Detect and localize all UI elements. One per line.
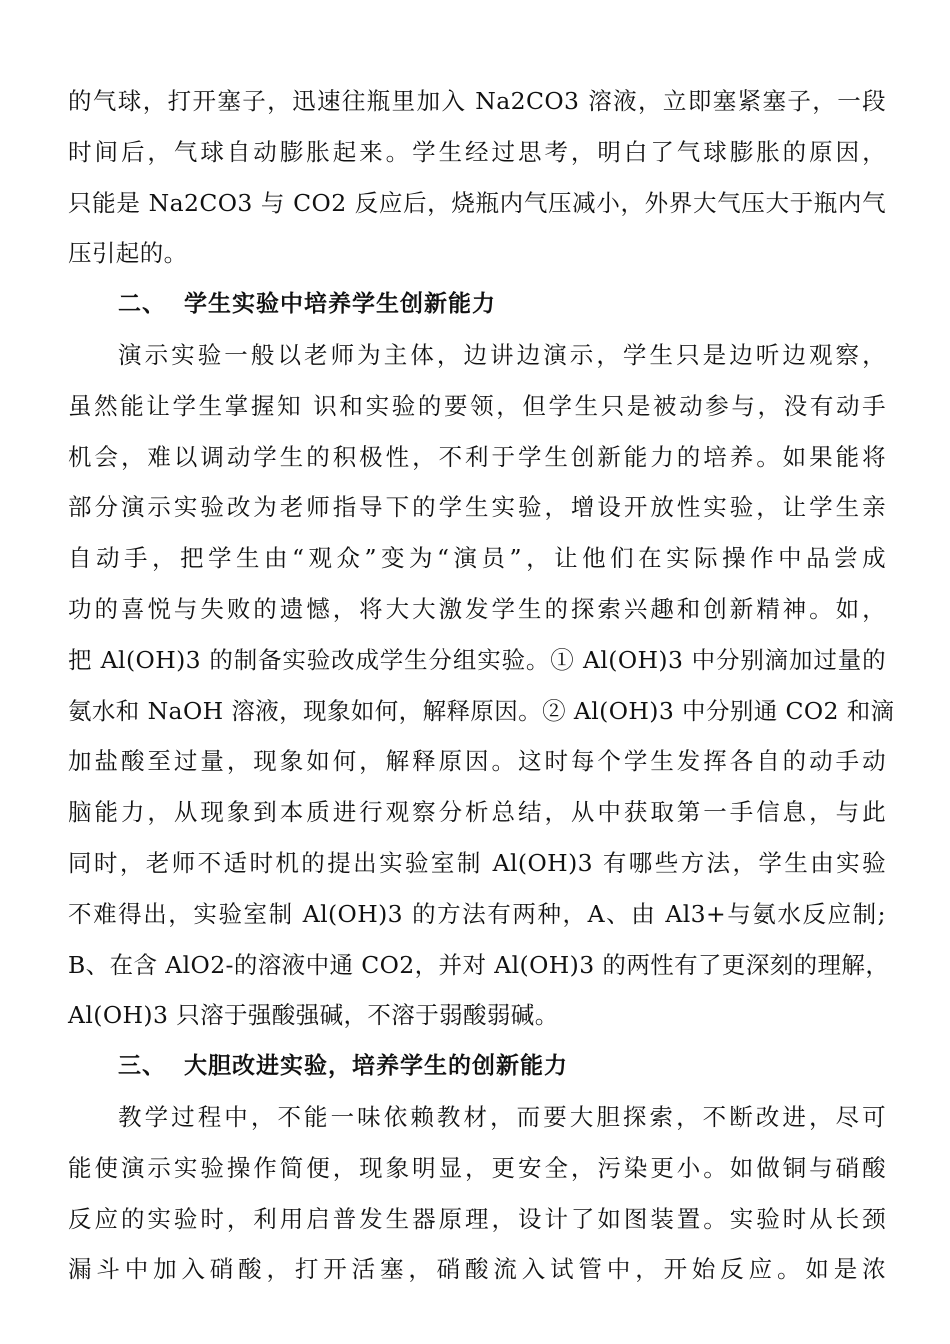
text-line: 只能是 Na2CO3 与 CO2 反应后，烧瓶内气压减小，外界大气压大于瓶内气 [68, 188, 886, 217]
text-line: 虽然能让学生掌握知 识和实验的要领，但学生只是被动参与，没有动手 [68, 391, 886, 420]
text-line: 加盐酸至过量，现象如何，解释原因。这时每个学生发挥各自的动手动 [68, 747, 886, 776]
text-line: 压引起的。 [68, 239, 188, 268]
text-line: 教学过程中，不能一味依赖教材，而要大胆探索，不断改进，尽可 [118, 1102, 886, 1131]
text-line: 同时，老师不适时机的提出实验室制 Al(OH)3 有哪些方法，学生由实验 [68, 848, 886, 877]
section-heading-3 [68, 1041, 886, 1092]
text-line: Al(OH)3 只溶于强酸强碱，不溶于弱酸弱碱。 [68, 1001, 559, 1030]
text-line: 的气球，打开塞子，迅速往瓶里加入 Na2CO3 溶液，立即塞紧塞子，一段 [68, 87, 886, 115]
text-line: 功的喜悦与失败的遗憾，将大大激发学生的探索兴趣和创新精神。如， [68, 594, 886, 623]
text-line: 演示实验一般以老师为主体，边讲边演示，学生只是边听边观察， [118, 340, 886, 369]
text-line: 漏斗中加入硝酸，打开活塞，硝酸流入试管中，开始反应。如是浓 [68, 1255, 886, 1284]
text-line: 部分演示实验改为老师指导下的学生实验，增设开放性实验，让学生亲 [68, 493, 886, 522]
text-line: 不难得出，实验室制 Al(OH)3 的方法有两种，A、由 Al3+与氨水反应制; [68, 899, 886, 928]
paragraph-improve-experiments [68, 1092, 886, 1295]
section-title: 大胆改进实验，培养学生的创新能力 [184, 1053, 568, 1080]
section-number: 三、 [118, 1053, 166, 1080]
document-page [68, 76, 895, 1295]
text-line: 脑能力，从现象到本质进行观察分析总结，从中获取第一手信息，与此 [68, 798, 886, 827]
text-line: 反应的实验时，利用启普发生器原理，设计了如图装置。实验时从长颈 [68, 1204, 886, 1233]
paragraph-balloon-experiment [68, 76, 886, 279]
section-title: 学生实验中培养学生创新能力 [184, 291, 496, 318]
text-line: 氨水和 NaOH 溶液，现象如何，解释原因。② Al(OH)3 中分别通 CO2 和滴 [68, 696, 895, 725]
text-line: 机会，难以调动学生的积极性，不利于学生创新能力的培养。如果能将 [68, 442, 886, 471]
paragraph-student-experiments [68, 330, 895, 1041]
section-heading-2 [68, 279, 886, 330]
text-line: 把 Al(OH)3 的制备实验改成学生分组实验。① Al(OH)3 中分别滴加过量的 [68, 645, 886, 674]
text-line: 自动手，把学生由“观众”变为“演员”，让他们在实际操作中品尝成 [68, 544, 886, 573]
text-line: 能使演示实验操作简便，现象明显，更安全，污染更小。如做铜与硝酸 [68, 1153, 886, 1182]
text-line: 时间后，气球自动膨胀起来。学生经过思考，明白了气球膨胀的原因， [68, 137, 886, 166]
section-number: 二、 [118, 291, 166, 318]
text-line: B、在含 AlO2-的溶液中通 CO2，并对 Al(OH)3 的两性有了更深刻的理解， [68, 950, 890, 979]
